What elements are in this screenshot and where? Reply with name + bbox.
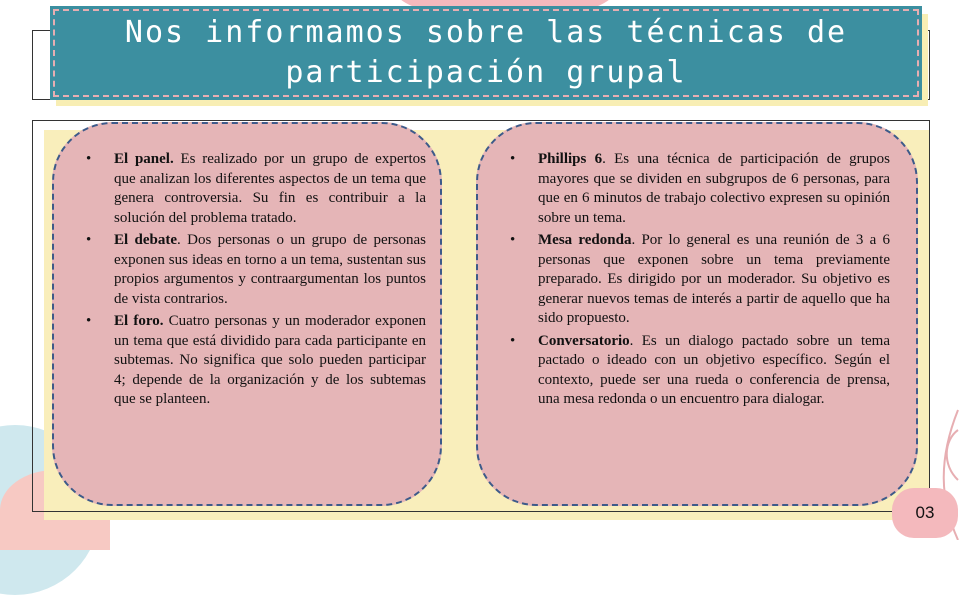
item-term: Conversatorio — [538, 332, 630, 349]
list-item — [508, 231, 890, 329]
list-item — [508, 332, 890, 410]
list-item — [84, 150, 426, 228]
left-card — [52, 122, 442, 506]
item-term: El foro. — [114, 313, 164, 329]
item-text: . Es una técnica de participación de grupos mayores que se dividen en subgrupos de 6 personas, para que en 6 minutos de trabajo colectivo expresen su opinión sobre un tema. — [538, 151, 890, 226]
item-term: El panel. — [114, 151, 174, 167]
item-text: . Dos personas o un grupo de personas exponen sus ideas en torno a un tema, sustentan sus propios argumentos y contraargumentan los puntos de vista contrarios. — [114, 232, 426, 307]
item-text: Es realizado por un grupo de expertos que analizan los diferentes aspectos de un tema que genera controversia. Su fin es contribuir a la solución del problema tratado. — [114, 151, 426, 226]
item-term: Phillips 6 — [538, 151, 603, 167]
page-number-badge: 03 — [892, 488, 958, 538]
item-term: Mesa redonda — [538, 232, 632, 248]
title-banner — [50, 6, 922, 100]
list-item — [84, 231, 426, 309]
item-text: . Por lo general es una reunión de 3 a 6 personas que exponen sobre un tema previamente preparado. Es dirigido por un moderador. Su objetivo es generar nuevos temas de interés a partir de aquello que ha sido propuesto. — [538, 232, 890, 326]
item-text: Cuatro personas y un moderador exponen un tema que está dividido para cada participante en subtemas. No significa que solo pueden participar 4; depende de la organización y de los subtemas que se planteen. — [114, 313, 426, 407]
left-bullet-list — [84, 150, 426, 413]
right-card — [476, 122, 918, 506]
list-item — [84, 312, 426, 410]
item-text: . Es un dialogo pactado sobre un tema pactado o ideado con un objetivo específico. Según el contexto, puede ser una rueda o conferencia de prensa, una mesa redonda o un encuentro para dialogar. — [538, 332, 890, 407]
right-bullet-list — [508, 150, 890, 413]
list-item — [508, 150, 890, 228]
page-title: Nos informamos sobre las técnicas de participación grupal — [124, 15, 848, 90]
item-term: El debate — [114, 232, 178, 248]
